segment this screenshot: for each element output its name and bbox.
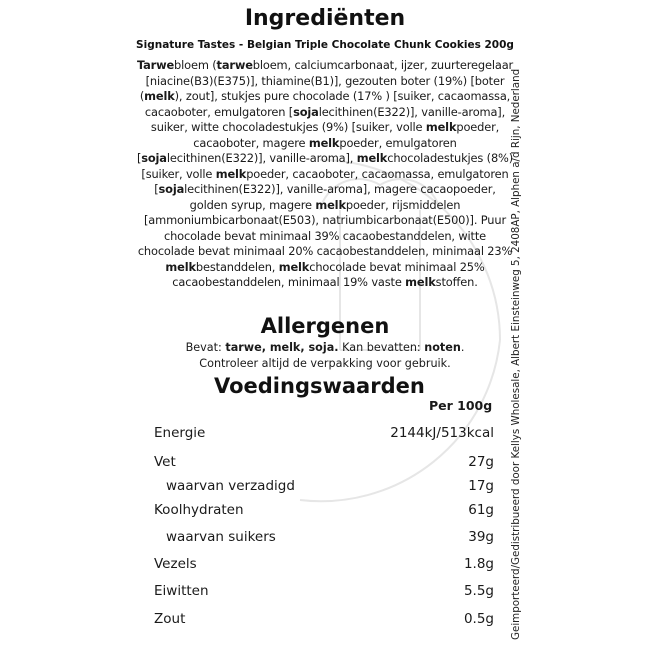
nutrient-label: Eiwitten [154, 583, 209, 599]
nutrient-value: 27g [468, 454, 494, 470]
nutrition-row [154, 502, 494, 522]
may-contain-label: Kan bevatten: [338, 341, 425, 354]
nutrient-value: 61g [468, 502, 494, 518]
nutrient-label: Energie [154, 425, 206, 441]
nutrition-heading: Voedingswaarden [214, 374, 425, 398]
ingredient-text: poeder, cacaoboter, cacaomassa, emulgatoren [ [154, 166, 509, 196]
allergen-word: soja [141, 151, 167, 165]
ingredient-text: chocoladestukjes (8%) [suiker, volle [141, 151, 514, 181]
nutrient-label: waarvan verzadigd [166, 478, 295, 494]
ingredient-text: poeder, emulgatoren [ [136, 135, 457, 165]
allergen-word: melk [215, 166, 247, 181]
nutrient-label: Vet [154, 454, 176, 470]
ingredient-text: poeder, rijsmiddelen [ammoniumbicarbonaat(E503), natriumbicarbonaat(E500)]. Puur chocolade bevat minimaal 39% cacaobestanddelen, witte chocolade bevat minimaal 20% cacaobestanddelen, minimaal 23% [137, 197, 513, 258]
nutrient-label: Zout [154, 611, 186, 627]
nutrient-value: 0.5g [463, 611, 494, 627]
allergens-note: Controleer altijd de verpakking voor gebruik. [199, 357, 451, 370]
allergen-word: Tarwe [136, 58, 175, 72]
ingredient-text: lecithinen(E322)], vanille-aroma], [166, 151, 357, 165]
allergen-word: melk [356, 151, 388, 165]
allergen-word: melk [144, 89, 175, 103]
nutrition-row [154, 478, 494, 498]
allergen-word: melk [315, 197, 346, 212]
nutrient-value: 5.5g [463, 583, 494, 599]
nutrient-value: 1.8g [463, 556, 494, 572]
ingredient-text: lecithinen(E322)], vanille-aroma], suiker, witte chocoladestukjes (9%) [suiker, volle [150, 104, 506, 134]
product-name: Signature Tastes - Belgian Triple Chocolate Chunk Cookies 200g [136, 39, 514, 51]
ingredient-text: chocolade bevat minimaal 25% cacaobestanddelen, minimaal 19% vaste [172, 259, 485, 289]
allergen-word: melk [308, 135, 340, 150]
ingredients-heading: Ingrediënten [244, 6, 406, 31]
nutrition-row [154, 583, 494, 603]
allergen-word: melk [425, 120, 457, 134]
nutrient-value: 17g [468, 478, 494, 494]
allergen-word: melk [165, 259, 196, 274]
ingredient-text: lecithinen(E322)], vanille-aroma], magere cacaopoeder, golden syrup, magere [184, 182, 496, 212]
nutrition-row [154, 556, 494, 576]
nutrition-row [154, 611, 494, 631]
ingredient-text: stoffen. [435, 275, 478, 289]
ingredient-text: poeder, cacaoboter, magere [193, 120, 500, 150]
nutrition-row [154, 425, 494, 445]
distributor-text: Geimporteerd/Gedistribueerd door Kellys Wholesale, Albert Einsteinweg 5, 2408AP, Alphen a/d Rijn, Nederland [510, 68, 522, 640]
allergen-word: tarwe [216, 58, 253, 72]
may-contain-end: . [460, 341, 465, 354]
allergens-heading: Allergenen [260, 314, 390, 338]
ingredient-text: bloem, calciumcarbonaat, ijzer, zuurteregelaar [niacine(B3)(E375)], thiamine(B1)], gezouten boter (19%) [boter ( [139, 58, 514, 103]
contains-label: Bevat: [185, 341, 226, 354]
may-contain-values: noten [424, 341, 461, 354]
nutrient-label: Vezels [154, 556, 197, 572]
ingredients-text [134, 58, 516, 291]
nutrient-value: 39g [468, 529, 494, 545]
contains-values: tarwe, melk, soja. [225, 341, 339, 354]
nutrient-label: Koolhydraten [154, 502, 244, 518]
nutrition-row [154, 529, 494, 549]
allergen-word: soja [158, 182, 185, 196]
nutrient-label: waarvan suikers [166, 529, 276, 545]
ingredient-text: ), zout], stukjes pure chocolade (17% ) [suiker, cacaomassa, cacaoboter, emulgatoren [ [144, 89, 511, 119]
allergen-word: melk [278, 259, 310, 274]
per-100g-label: Per 100g [429, 398, 493, 413]
nutrient-value: 2144kJ/513kcal [390, 425, 494, 441]
ingredient-text: bestanddelen, [195, 259, 279, 274]
allergen-word: soja [293, 104, 319, 119]
nutrition-row [154, 454, 494, 474]
allergens-contains-line [0, 341, 650, 354]
allergen-word: melk [405, 275, 436, 289]
ingredient-text: bloem ( [174, 58, 217, 72]
